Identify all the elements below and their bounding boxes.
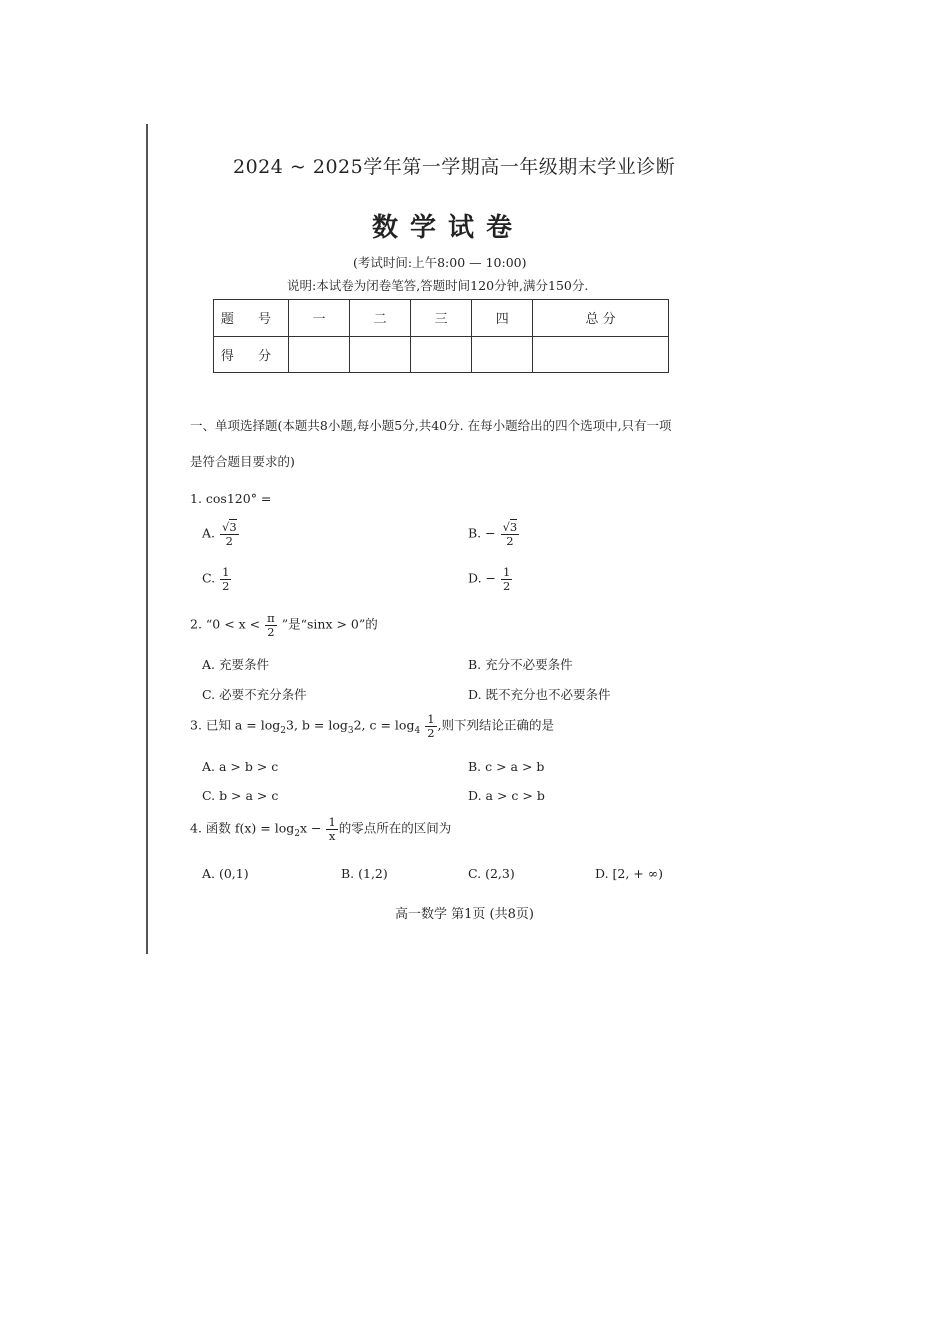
score-table bbox=[213, 299, 669, 373]
section-heading-line2: 是符合题目要求的) bbox=[190, 454, 295, 469]
fraction-numerator: √3 bbox=[502, 520, 518, 534]
stem-text: 2, c = log bbox=[353, 717, 415, 733]
stem-text: 3. 已知 a = log bbox=[190, 717, 281, 733]
fraction-numerator: 1 bbox=[328, 815, 336, 829]
score-table-cell: 四 bbox=[472, 300, 533, 337]
fraction-denominator: 2 bbox=[225, 533, 233, 548]
sqrt-radicand: 3 bbox=[229, 520, 237, 534]
fraction-numerator: 1 bbox=[502, 565, 511, 579]
fraction-numerator: π bbox=[267, 611, 275, 625]
question-2-option-b: B. 充分不必要条件 bbox=[468, 657, 573, 672]
fraction bbox=[220, 566, 231, 592]
question-3-option-b: B. c > a > b bbox=[468, 759, 545, 774]
option-label: C. bbox=[202, 570, 216, 586]
binding-margin-line bbox=[146, 124, 148, 954]
question-1-stem: 1. cos120° = bbox=[190, 491, 272, 506]
question-4-option-a: A. (0,1) bbox=[202, 866, 249, 881]
fraction bbox=[501, 566, 512, 592]
score-entry-cell[interactable] bbox=[350, 336, 411, 373]
fraction bbox=[220, 521, 239, 547]
question-4-option-c: C. (2,3) bbox=[468, 866, 515, 881]
question-2-option-a: A. 充要条件 bbox=[202, 657, 269, 672]
stem-text: 的零点所在的区间为 bbox=[338, 820, 452, 836]
fraction-denominator: 2 bbox=[267, 624, 275, 639]
fraction-numerator: 1 bbox=[222, 565, 230, 579]
stem-text: ,则下列结论正确的是 bbox=[437, 717, 554, 733]
fraction-denominator: 2 bbox=[506, 533, 514, 548]
question-3-stem bbox=[190, 713, 554, 739]
question-2-stem bbox=[190, 612, 378, 638]
question-1-option-b bbox=[468, 521, 520, 547]
option-label: D. − bbox=[468, 570, 496, 586]
question-2-option-d: D. 既不充分也不必要条件 bbox=[468, 687, 611, 702]
fraction-denominator: 2 bbox=[427, 725, 435, 740]
question-1-option-c bbox=[202, 566, 232, 592]
stem-text: 4. 函数 f(x) = log bbox=[190, 820, 295, 836]
log-base: 4 bbox=[414, 726, 421, 737]
question-3-option-c: C. b > a > c bbox=[202, 788, 279, 803]
score-entry-cell[interactable] bbox=[533, 336, 669, 373]
page-footer: 高一数学 第1页 (共8页) bbox=[395, 907, 534, 922]
sqrt-radicand: 3 bbox=[509, 520, 518, 534]
score-table-cell: 题 号 bbox=[214, 300, 289, 337]
fraction-denominator: x bbox=[328, 828, 336, 843]
stem-text: 2. “0 < x < bbox=[190, 616, 261, 632]
log-base: 3 bbox=[347, 726, 354, 737]
exam-instructions: 说明:本试卷为闭卷笔答,答题时间120分钟,满分150分. bbox=[287, 278, 589, 293]
score-entry-cell[interactable] bbox=[411, 336, 472, 373]
fraction-denominator: 2 bbox=[502, 578, 511, 593]
score-table-cell: 三 bbox=[411, 300, 472, 337]
question-4-option-d: D. [2, + ∞) bbox=[595, 866, 664, 881]
stem-text: x − bbox=[299, 820, 322, 836]
option-label: B. − bbox=[468, 525, 496, 541]
question-4-option-b: B. (1,2) bbox=[341, 866, 388, 881]
fraction bbox=[501, 521, 520, 547]
score-row-label: 得 分 bbox=[214, 336, 289, 373]
stem-text: ”是“sinx > 0”的 bbox=[281, 616, 378, 632]
score-table-cell: 一 bbox=[289, 300, 350, 337]
exam-header-title: 2024 ~ 2025学年第一学期高一年级期末学业诊断 bbox=[233, 156, 676, 178]
score-entry-cell[interactable] bbox=[289, 336, 350, 373]
log-base: 2 bbox=[280, 726, 287, 737]
option-label: A. bbox=[202, 525, 216, 541]
score-table-header-row bbox=[214, 300, 669, 337]
log-base: 2 bbox=[294, 829, 300, 840]
stem-text: 3, b = log bbox=[286, 717, 348, 733]
section-heading-line1: 一、单项选择题(本题共8小题,每小题5分,共40分. 在每小题给出的四个选项中,只有一项 bbox=[190, 418, 672, 433]
fraction bbox=[265, 612, 277, 638]
fraction bbox=[425, 713, 436, 739]
score-table-cell: 总 分 bbox=[533, 300, 669, 337]
question-1-option-a bbox=[202, 521, 240, 547]
exam-time: (考试时间:上午8:00 — 10:00) bbox=[353, 255, 527, 270]
question-1-option-d bbox=[468, 566, 513, 592]
question-4-stem bbox=[190, 816, 451, 842]
question-2-option-c: C. 必要不充分条件 bbox=[202, 687, 307, 702]
score-table-score-row bbox=[214, 336, 669, 373]
question-3-option-a: A. a > b > c bbox=[202, 759, 279, 774]
fraction-numerator: √3 bbox=[222, 520, 237, 534]
question-3-option-d: D. a > c > b bbox=[468, 788, 545, 803]
score-entry-cell[interactable] bbox=[472, 336, 533, 373]
fraction-denominator: 2 bbox=[222, 578, 230, 593]
fraction-numerator: 1 bbox=[427, 712, 435, 726]
fraction bbox=[326, 816, 337, 842]
main-title: 数学试卷 bbox=[372, 213, 525, 243]
score-table-cell: 二 bbox=[350, 300, 411, 337]
